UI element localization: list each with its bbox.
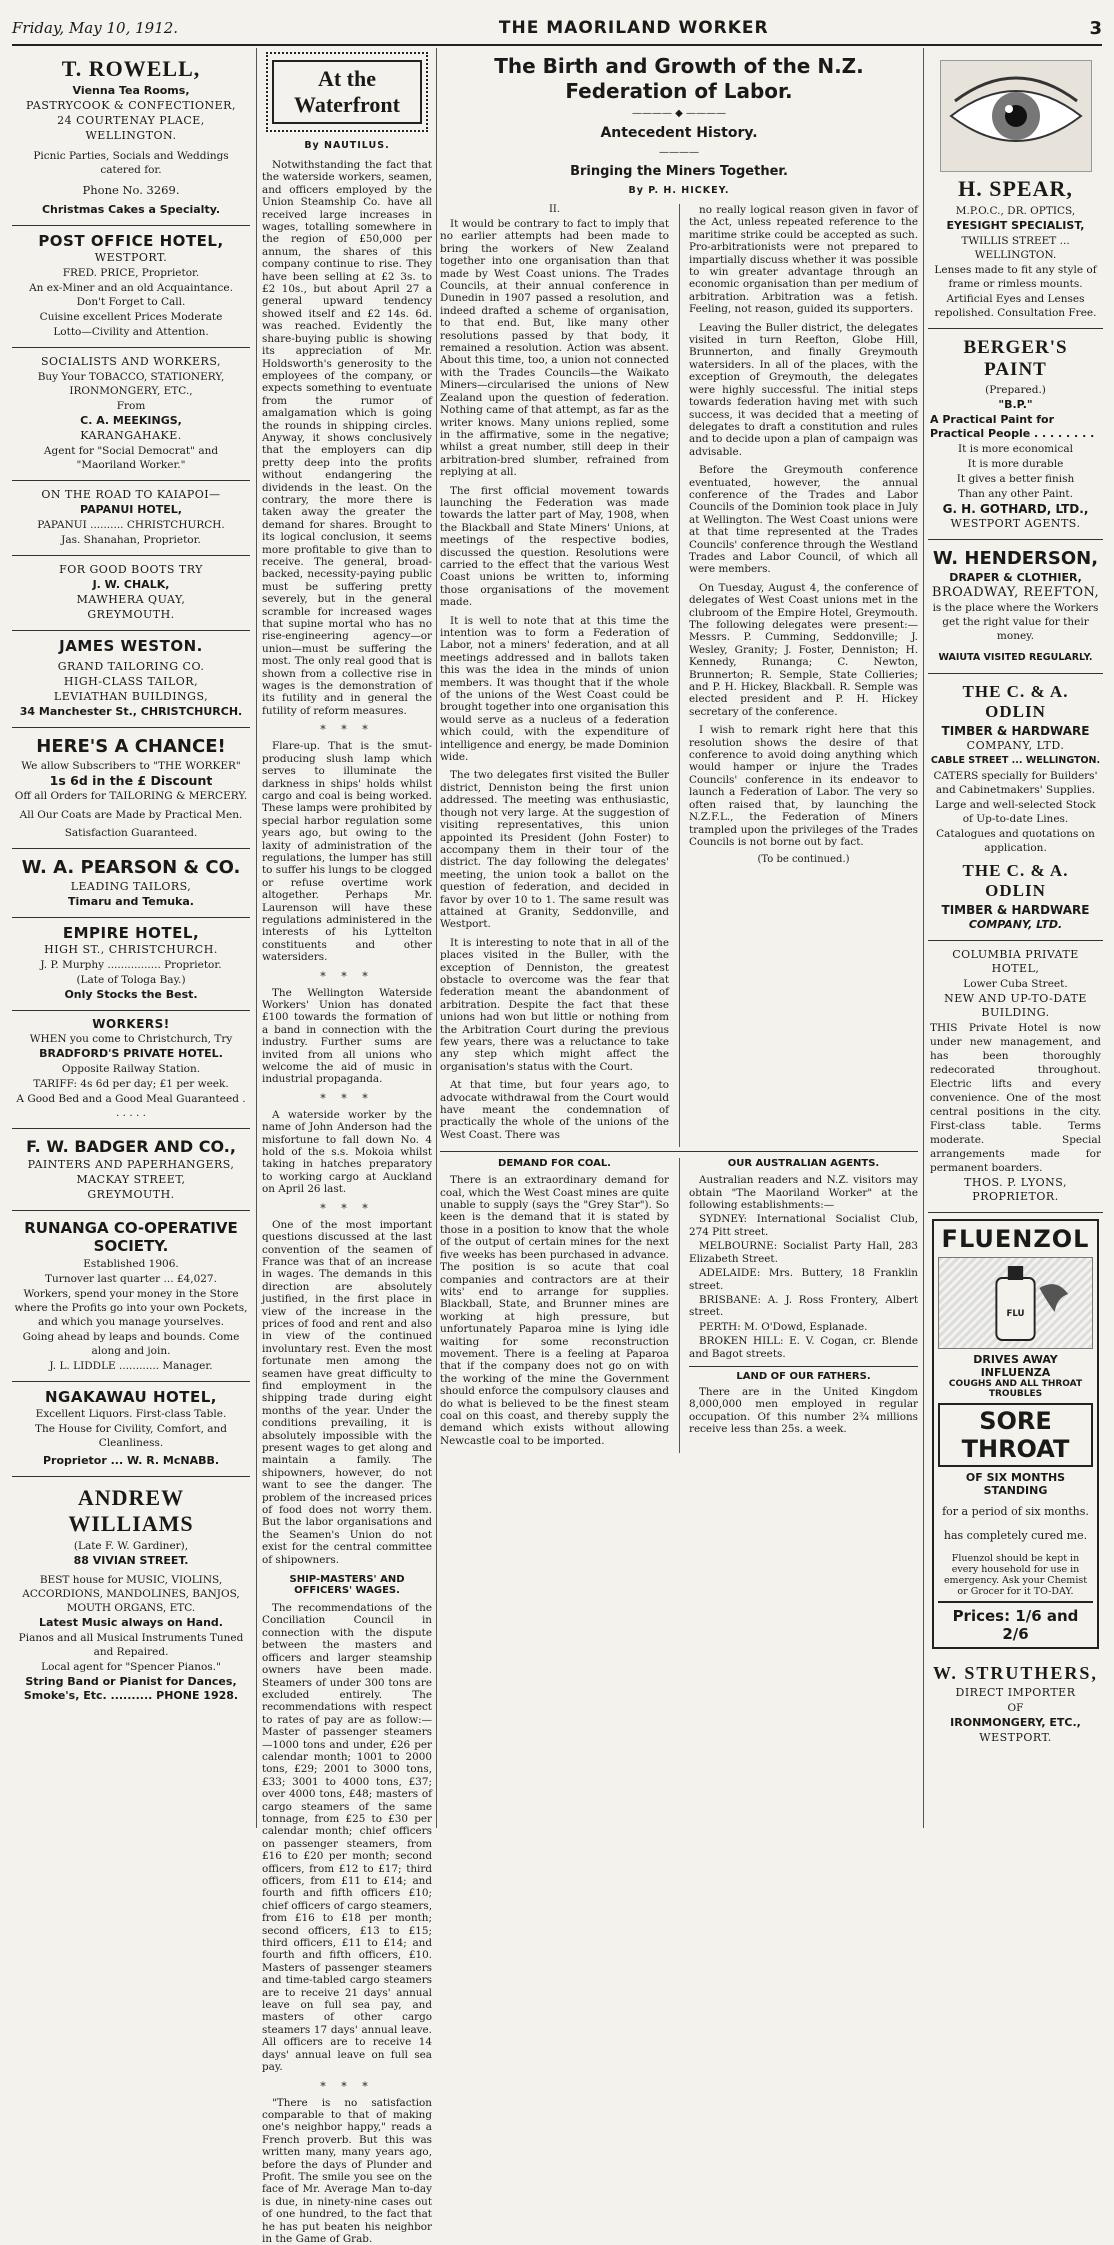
ads-column-right: [928, 48, 1103, 1828]
ad-line: WESTPORT.: [930, 1731, 1101, 1745]
ad-line: Christmas Cakes a Specialty.: [14, 203, 248, 217]
page-number: 3: [1089, 18, 1102, 39]
ad-line: Pianos and all Musical Instruments Tuned and Repaired.: [14, 1631, 248, 1659]
agent-entry: ADELAIDE: Mrs. Buttery, 18 Franklin street.: [689, 1267, 918, 1292]
ad-post-office-hotel: [12, 226, 250, 348]
article-two-columns: [440, 204, 918, 1147]
ad-heading: H. SPEAR,: [930, 176, 1101, 202]
newspaper-title: THE MAORILAND WORKER: [499, 18, 769, 38]
article-paragraph: The recommendations of the Conciliation Council in connection with the dispute between the masters and officers and larger steamship owners have been made. Steamers of under 300 tons are excluded entirely. The recommendations with respect to rates of pay are as follow:—Master of passenger steamers—1000 tons and under, £26 per calendar month; 1001 to 2000 tons, £29; 2001 to 3000 tons, £33; 3001 to 4000 tons, £37; over 4000 tons, £48; masters of cargo steamers of the same tonnage, from £25 to £30 per calendar month; chief officers on passenger steamers, from £16 to £20 per month; second officers, from £12 to £17; third officers, from £11 to £14; and fourth and fifth officers £10; chief officers of cargo steamers, from £16 to £18 per month; second officers, £13 to £15; third officers, £11 to £14; and fourth and fifth officers, £10. Masters of passenger steamers and time-tabled cargo steamers are to receive 21 days' annual leave on full sea pay, and masters of other cargo steamers 17 days' annual leave. All officers are to receive 14 days' annual leave on full sea pay.: [262, 1602, 432, 2073]
ad-line: TIMBER & HARDWARE: [930, 724, 1101, 738]
section-divider: * * *: [262, 1092, 432, 1105]
article-paragraph: The first official movement towards launching the Federation was made towards the latter part of May, 1908, when the Blackball and State Miners' Unions, at meetings of the respective bodies, discussed the question. Resolutions were carried to the effect that the various West Coast unions be written to, informing those organisations of the movement made.: [440, 485, 669, 609]
ad-line: WAIUTA VISITED REGULARLY.: [930, 651, 1101, 665]
main-article: [440, 48, 918, 1828]
ad-line: Lenses made to fit any style of frame or rimless mounts.: [930, 263, 1101, 291]
eye-icon: [941, 61, 1091, 171]
agent-entry: BRISBANE: A. J. Ross Frontery, Albert street.: [689, 1294, 918, 1319]
article-paragraph: Flare-up. That is the smut-producing slush lamp which serves to illuminate the darkness in ships' holds whilst cargo and coal is being worked. These lamps were prohibited by special harbor regulation some years ago, but owing to the laxity of administration of the regulations, the lumper has still to suffer his lungs to be clogged or refuse overtime work altogether. Perhaps Mr. Laurenson will have these regulations administered in the interests of his Lyttelton constituents and other watersiders.: [262, 740, 432, 963]
bottle-icon: [939, 1258, 1092, 1348]
article-paragraph: "There is no satisfaction comparable to that of making one's neighbor happy," reads a French proverb. But this was written many, many years ago, before the days of Plunder and Profit. The smile you see on the face of Mr. Average Man to-day is due, in ninety-nine cases out of one hundred, to the fact that he has put beaten his neighbor in the Game of Grab.: [262, 2097, 432, 2245]
ad-line: Only Stocks the Best.: [14, 988, 248, 1002]
ad-line: OF SIX MONTHS STANDING: [938, 1471, 1093, 1497]
ad-heres-a-chance: [12, 728, 250, 849]
ad-line: From: [14, 399, 248, 413]
ad-james-weston: [12, 631, 250, 728]
subheading: LAND OF OUR FATHERS.: [689, 1371, 918, 1382]
ad-struthers: [928, 1655, 1103, 1753]
section-divider: * * *: [262, 970, 432, 983]
column-header: At the Waterfront: [272, 60, 422, 124]
ad-odlin: [928, 674, 1103, 941]
ad-line: SOCIALISTS AND WORKERS,: [14, 355, 248, 369]
ad-line: Opposite Railway Station.: [14, 1062, 248, 1076]
ad-line: PAPANUI HOTEL,: [14, 503, 248, 517]
column-divider: [436, 48, 437, 1828]
ad-pearson: [12, 849, 250, 918]
article-paragraph: It is well to note that at this time the intention was to form a Federation of Labor, not a miners' federation, and at all meetings addressed and in ballots taken this was the idea in the minds of union members. It was thought that if the whole of the unions of the West Coast could be brought together into one organisation this would serve as a nucleus of a federation which could, with the expenditure of intelligence and energy, be made Dominion wide.: [440, 615, 669, 764]
ad-line: J. W. CHALK,: [14, 578, 248, 592]
ad-line: Satisfaction Guaranteed.: [14, 826, 248, 840]
ad-ngakawau-hotel: [12, 1382, 250, 1477]
subheading: DEMAND FOR COAL.: [440, 1158, 669, 1169]
australian-agents: [679, 1158, 918, 1453]
agent-entry: SYDNEY: International Socialist Club, 274 Pitt street.: [689, 1213, 918, 1238]
ad-heading: EMPIRE HOTEL,: [14, 924, 248, 942]
ad-line: DIRECT IMPORTER: [930, 1686, 1101, 1700]
ad-line: A Good Bed and a Good Meal Guaranteed . . . . . .: [14, 1092, 248, 1120]
article-paragraph: On Tuesday, August 4, the conference of delegates of West Coast unions met in the clubroom of the Empire Hotel, Greymouth. The following delegates were present:—Messrs. P. Cumming, Seddonville; J. Wesley, Granity; J. Foster, Denniston; H. Kennedy, Runanga; C. Newton, Brunnerton; R. Semple, State Collieries; and P. H. Hickey, Blackball. R. Semple was elected president and P. H. Hickey secretary of the conference.: [689, 582, 918, 718]
ad-line: "B.P.": [930, 398, 1101, 412]
ad-heading: NGAKAWAU HOTEL,: [14, 1388, 248, 1406]
section-divider: * * *: [262, 723, 432, 736]
ad-line: Local agent for "Spencer Pianos.": [14, 1660, 248, 1674]
article-column-right: [679, 204, 918, 1147]
ad-line: MACKAY STREET,: [14, 1173, 248, 1187]
ad-line: GREYMOUTH.: [14, 608, 248, 622]
ad-line: Large and well-selected Stock of Up-to-date Lines.: [930, 798, 1101, 826]
headline-ornament: ———— ◆ ————: [440, 108, 918, 119]
article-headline: The Birth and Growth of the N.Z. Federation of Labor.: [440, 54, 918, 104]
ad-line: is the place where the Workers get the right value for their money.: [930, 601, 1101, 643]
column-byline: By NAUTILUS.: [262, 140, 432, 151]
ad-badger: [12, 1129, 250, 1211]
ad-line: WESTPORT AGENTS.: [930, 517, 1101, 531]
ad-heading: ANDREW WILLIAMS: [14, 1485, 248, 1537]
ad-line: EYESIGHT SPECIALIST,: [930, 219, 1101, 233]
ad-line: DRAPER & CLOTHIER,: [930, 571, 1101, 585]
ad-empire-hotel: [12, 918, 250, 1011]
ad-line: Than any other Paint.: [930, 487, 1101, 501]
ad-bradfords-hotel: [12, 1011, 250, 1129]
waterfront-column: [262, 48, 432, 1828]
ad-line: Agent for "Social Democrat" and "Maoriland Worker.": [14, 444, 248, 472]
ad-line: TWILLIS STREET ... WELLINGTON.: [930, 234, 1101, 262]
ad-line: COMPANY, LTD.: [930, 739, 1101, 753]
agent-entry: PERTH: M. O'Dowd, Esplanade.: [689, 1321, 918, 1333]
ad-heading: WORKERS!: [14, 1017, 248, 1031]
article-paragraph: There are in the United Kingdom 8,000,000 men employed in regular occupation. Of this number 2¾ millions receive less than 25s. a week.: [689, 1386, 918, 1436]
article-paragraph: One of the most important questions discussed at the last convention of the seamen of France was that of an increase in wages. The demands in this direction are absolutely justified, in the first place in view of the increase in the prices of food and rent and also in view of the continued involuntary rest. Even the most fortunate men among the seamen have great difficulty to find employment in the shipping trade during eight months of the year. Under the conditions prevailing, it is absolutely impossible with the present wages to get along and maintain a family. The shipowners, however, do not want to see the danger. The problem of the increased prices of food does not worry them. But the labor organisations and the Seamen's Union do not exist for the central committee of shipowners.: [262, 1219, 432, 1566]
ad-line: IRONMONGERY, ETC.,: [930, 1716, 1101, 1730]
article-subheading: Bringing the Miners Together.: [440, 164, 918, 179]
ad-line: (Late F. W. Gardiner),: [14, 1539, 248, 1553]
ad-line: THOS. P. LYONS, PROPRIETOR.: [930, 1176, 1101, 1204]
ad-henderson: [928, 540, 1103, 674]
article-paragraph: Before the Greymouth conference eventuated, however, the annual conference of the Trades and Labor Councils of the Dominion took place in July at Wellington. The West Coast unions were at that time represented at the Trades Councils' conference through the Westland Trades and Labor Council, of which all were members.: [689, 464, 918, 576]
ad-line: An ex-Miner and an old Acquaintance. Don't Forget to Call.: [14, 281, 248, 309]
ad-line: PASTRYCOOK & CONFECTIONER,: [14, 99, 248, 113]
ad-line: MAWHERA QUAY,: [14, 593, 248, 607]
ad-line: HIGH-CLASS TAILOR,: [14, 675, 248, 689]
ad-line: Timaru and Temuka.: [14, 895, 248, 909]
ad-line: Jas. Shanahan, Proprietor.: [14, 533, 248, 547]
ad-line: Fluenzol should be kept in every household for use in emergency. Ask your Chemist or Grocer for it TO-DAY.: [938, 1553, 1093, 1597]
issue-date: Friday, May 10, 1912.: [12, 19, 178, 37]
ad-rowell: [12, 48, 250, 226]
ad-line: KARANGAHAKE.: [14, 429, 248, 443]
fluenzol-illustration: [938, 1257, 1093, 1349]
ad-line: WESTPORT.: [14, 251, 248, 265]
ad-fluenzol: [932, 1219, 1099, 1649]
subheading: OUR AUSTRALIAN AGENTS.: [689, 1158, 918, 1169]
ad-chalk-boots: [12, 556, 250, 631]
ad-line: 24 COURTENAY PLACE,: [14, 114, 248, 128]
ad-line: PAPANUI .......... CHRISTCHURCH.: [14, 518, 248, 532]
ad-line: DRIVES AWAY INFLUENZA: [938, 1353, 1093, 1379]
ad-heading: F. W. BADGER AND CO.,: [14, 1137, 248, 1156]
ad-line: Catalogues and quotations on application.: [930, 827, 1101, 855]
ad-heading: BERGER'S PAINT: [930, 337, 1101, 381]
ad-line: BEST house for MUSIC, VIOLINS, ACCORDIONS, MANDOLINES, BANJOS, MOUTH ORGANS, ETC.: [14, 1573, 248, 1615]
ad-line: Going ahead by leaps and bounds. Come along and join.: [14, 1330, 248, 1358]
subheading: SHIP-MASTERS' AND OFFICERS' WAGES.: [262, 1574, 432, 1596]
ad-heading: RUNANGA CO-OPERATIVE SOCIETY.: [14, 1219, 248, 1255]
ad-line: Vienna Tea Rooms,: [14, 84, 248, 98]
ad-line: Lower Cuba Street.: [930, 977, 1101, 991]
ad-heading: T. ROWELL,: [14, 56, 248, 82]
ad-columbia-hotel: [928, 941, 1103, 1213]
ad-line: Excellent Liquors. First-class Table.: [14, 1407, 248, 1421]
ad-line: FOR GOOD BOOTS TRY: [14, 563, 248, 577]
lower-articles: [440, 1151, 918, 1453]
article-column-left: [440, 204, 669, 1147]
ad-heading: W. HENDERSON,: [930, 548, 1101, 569]
ad-line: (Late of Tologa Bay.): [14, 973, 248, 987]
ad-line: Lotto—Civility and Attention.: [14, 325, 248, 339]
svg-text:FLU: FLU: [1006, 1309, 1024, 1319]
ad-heading: JAMES WESTON.: [14, 637, 248, 655]
article-paragraph: Australian readers and N.Z. visitors may obtain "The Maoriland Worker" at the following establishments:—: [689, 1174, 918, 1211]
ad-line: Picnic Parties, Socials and Weddings catered for.: [14, 149, 248, 177]
ad-line: Turnover last quarter ... £4,027.: [14, 1272, 248, 1286]
ad-line: 1s 6d in the £ Discount: [14, 774, 248, 788]
headline-ornament: ————: [440, 147, 918, 158]
article-paragraph: There is an extraordinary demand for coal, which the West Coast mines are quite unable to supply (says the "Grey Star"). So keen is the demand that it is stated by those in a position to know that the whole of the output of certain mines for the next five weeks has been purchased in advance. The position is so acute that coal companies and contractors are at their wits' end to arrange for supplies. Blackball, State, and Brunner mines are working at high pressure, but unfortunately Paparoa mine is lying idle waiting for some reconstruction movement. There is a feeling at Paparoa that if the company does not go on with the working of the mine the Government should enforce the compulsory clauses and do what is believed to be the finest steam coal on this coast, and thereby supply the demand which exists without allowing Newcastle coal to be imported.: [440, 1174, 669, 1447]
article-paragraph: It would be contrary to fact to imply that no earlier attempts had been made to bring the workers of New Zealand together into one organisation than that made by West Coast unions. The Trades Councils, at their annual conference in Dunedin in 1907 passed a resolution, and indeed drafted a scheme of organisation, to that end. But, like many other resolutions passed by that body, it remained a resolution. Action was absent. About this time, too, a union not connected with the Trades Councils—the Waikato Miners—circularised the unions of New Zealand upon the question of federation. Nothing came of that attempt, as far as the writer knows. Many unions replied, some in the affirmative, some in the negative; whilst a great number, still deep in their arbitration-bred slumber, refrained from replying at all.: [440, 218, 669, 479]
ad-line: J. P. Murphy ................ Proprietor.: [14, 958, 248, 972]
article-paragraph: I wish to remark right here that this resolution shows the desire of that conference to avoid doing anything which would hamper or injure the Trades Councils' conference in its endeavor to launch a Federation of Labor. The very so often raised that, by launching the N.Z.F.L., the Federation of Miners trampled upon the privileges of the Trades Councils is not borne out by fact.: [689, 724, 918, 848]
demand-for-coal: [440, 1158, 669, 1453]
ad-line: THIS Private Hotel is now under new management, and has been thoroughly redecorated throughout. Electric lifts and every convenience. One of the most central positions in the city. First-class table. Terms moderate. Special arrangements made for permanent boarders.: [930, 1021, 1101, 1175]
agent-entry: BROKEN HILL: E. V. Cogan, cr. Blende and Bagot streets.: [689, 1335, 918, 1360]
ad-line: 88 VIVIAN STREET.: [14, 1554, 248, 1568]
ad-andrew-williams: [12, 1477, 250, 1711]
ad-line: has completely cured me.: [938, 1529, 1093, 1542]
ad-heading: THE C. & A. ODLIN: [930, 682, 1101, 722]
ad-line: GREYMOUTH.: [14, 1188, 248, 1202]
continued-note: (To be continued.): [689, 854, 918, 865]
ad-meekings: [12, 348, 250, 481]
article-paragraph: Notwithstanding the fact that the waterside workers, seamen, and officers employed by the Union Steamship Co. have all received large increases in wages, totalling somewhere in the region of £50,000 per annum, the shares of this company continue to rise. They have been selling at £2 3s. to £2 10s., but about April 27 a general upward tendency showed itself and £2 14s. 6d. was reached. Evidently the share-buying public is showing its appreciation of Mr. Holdsworth's generosity to the employees of the company, or expects something to eventuate from the rumor of amalgamation which is going the rounds in shipping circles. Anyway, it shows conclusively that the employers can dip pretty deep into the profits without endangering the dividends in the least. On the contrary, the more there is taken away the greater the demand for shares. Brought to its logical conclusion, it seems more profitable to give than to receive. The general, broad-backed, necessity-paying public must be suffering pretty severely, but in the general scramble for increased wages that supine mortal who has no rise-engineering agency—or union—must be suffering the most. The only real good that is shown from a collective rise in wages is the demonstration of its futility and in general the futility of reform measures.: [262, 159, 432, 717]
ad-line: FRED. PRICE, Proprietor.: [14, 266, 248, 280]
masthead: [12, 12, 1102, 46]
article-paragraph: Leaving the Buller district, the delegates visited in turn Reefton, Globe Hill, Brunnerton, and finally Greymouth watersiders. In all of the places, with the exception of Greymouth, the delegates were highly successful. The initial steps towards federation having met with such success, it was decided that a meeting of delegates to draft a constitution and rules and to decide upon a plan of campaign was advisable.: [689, 322, 918, 458]
ad-line: It is more durable: [930, 457, 1101, 471]
ad-line: GRAND TAILORING CO.: [14, 660, 248, 674]
ad-line: LEADING TAILORS,: [14, 880, 248, 894]
article-paragraph: At that time, but four years ago, to advocate withdrawal from the Court would have meant the condemnation of practically the whole of the unions of the West Coast. There was: [440, 1079, 669, 1141]
article-paragraph: The two delegates first visited the Buller district, Denniston being the first union addressed. The meeting was enthusiastic, though not very large. At the suggestion of visiting representatives, this union appointed its President (John Foster) to accompany them in their tour of the district. The day following the delegates' meeting, the union took a ballot on the question of federation, and decided in favor by over 10 to 1. The same result was attained at Granity, Seddonville, and Westport.: [440, 769, 669, 930]
ad-spear-optician: [928, 48, 1103, 329]
ad-line: The House for Civility, Comfort, and Cleanliness.: [14, 1422, 248, 1450]
ad-line: BROADWAY, REEFTON,: [930, 586, 1101, 600]
ad-line: Off all Orders for TAILORING & MERCERY.: [14, 789, 248, 803]
ad-line: for a period of six months.: [938, 1505, 1093, 1518]
section-number: II.: [440, 204, 669, 215]
eye-illustration: [940, 60, 1092, 172]
ad-line: LEVIATHAN BUILDINGS,: [14, 690, 248, 704]
ad-line: Phone No. 3269.: [14, 183, 248, 197]
ad-price: Prices: 1/6 and 2/6: [938, 1601, 1093, 1643]
ad-line: G. H. GOTHARD, LTD.,: [930, 502, 1101, 516]
section-divider: * * *: [262, 2080, 432, 2093]
ad-line: WELLINGTON.: [14, 129, 248, 143]
column-divider: [923, 48, 924, 1828]
ad-line: CATERS specially for Builders' and Cabinetmakers' Supplies.: [930, 769, 1101, 797]
ad-line: COLUMBIA PRIVATE HOTEL,: [930, 948, 1101, 976]
ad-line: WHEN you come to Christchurch, Try: [14, 1032, 248, 1046]
ad-line: OF: [930, 1701, 1101, 1715]
ad-line: TIMBER & HARDWARE: [930, 903, 1101, 917]
ad-heading: THE C. & A. ODLIN: [930, 861, 1101, 901]
ad-line: It is more economical: [930, 442, 1101, 456]
ad-heading: POST OFFICE HOTEL,: [14, 232, 248, 250]
ad-heading: SORE THROAT: [938, 1403, 1093, 1467]
ad-line: Cuisine excellent Prices Moderate: [14, 310, 248, 324]
ad-line: COMPANY, LTD.: [930, 918, 1101, 932]
ad-heading: HERE'S A CHANCE!: [14, 736, 248, 757]
ad-line: HIGH ST., CHRISTCHURCH.: [14, 943, 248, 957]
ad-line: Artificial Eyes and Lenses repolished. Consultation Free.: [930, 292, 1101, 320]
ad-line: String Band or Pianist for Dances, Smoke's, Etc. .......... PHONE 1928.: [14, 1675, 248, 1703]
article-byline: By P. H. HICKEY.: [440, 185, 918, 196]
ad-line: CABLE STREET ... WELLINGTON.: [930, 754, 1101, 768]
ad-line: Proprietor ... W. R. McNABB.: [14, 1454, 248, 1468]
ad-line: BRADFORD'S PRIVATE HOTEL.: [14, 1047, 248, 1061]
ad-line: NEW AND UP-TO-DATE BUILDING.: [930, 992, 1101, 1020]
ad-line: It gives a better finish: [930, 472, 1101, 486]
ad-line: We allow Subscribers to "THE WORKER": [14, 759, 248, 773]
column-divider: [256, 48, 257, 1828]
ad-line: All Our Coats are Made by Practical Men.: [14, 808, 248, 822]
ad-bergers-paint: [928, 329, 1103, 540]
ad-line: PAINTERS AND PAPERHANGERS,: [14, 1158, 248, 1172]
ad-line: Buy Your TOBACCO, STATIONERY, IRONMONGERY, ETC.,: [14, 370, 248, 398]
ad-papanui-hotel: [12, 481, 250, 556]
ad-line: A Practical Paint for Practical People . . . . . . . .: [930, 413, 1101, 441]
ad-line: 34 Manchester St., CHRISTCHURCH.: [14, 705, 248, 719]
ad-runanga-cooperative: [12, 1211, 250, 1382]
section-divider: * * *: [262, 1202, 432, 1215]
ad-line: Workers, spend your money in the Store where the Profits go into your own Pockets, and which you manage yourselves.: [14, 1287, 248, 1329]
ad-line: J. L. LIDDLE ............ Manager.: [14, 1359, 248, 1373]
ad-line: M.P.O.C., DR. OPTICS,: [930, 204, 1101, 218]
ad-line: Established 1906.: [14, 1257, 248, 1271]
agent-entry: MELBOURNE: Socialist Party Hall, 283 Elizabeth Street.: [689, 1240, 918, 1265]
ad-heading: W. A. PEARSON & CO.: [14, 857, 248, 878]
ad-line: COUGHS AND ALL THROAT TROUBLES: [938, 1379, 1093, 1399]
ads-column-left: [12, 48, 250, 1828]
waterfront-header-box: [266, 52, 428, 132]
article-paragraph: It is interesting to note that in all of the places visited in the Buller, with the exception of Denniston, the greatest obstacle to overcome was the fear that federation meant the abandonment of arbitration. Despite the fact that these unions had won but little or nothing from the Arbitration Court during the previous few years, there was a reluctance to take any step which might affect the organisation's status with the Court.: [440, 937, 669, 1073]
article-paragraph: no really logical reason given in favor of the Act, unless repeated reference to the maritime strike could be accepted as such. Pro-arbitrationists were not prepared to impartially discuss whether it was possible to win greater advantage through an economic organisation than per medium of arbitration. Arbitration was a fetish. Feeling, not reason, guided its supporters.: [689, 204, 918, 316]
ad-heading: FLUENZOL: [938, 1225, 1093, 1253]
ad-line: TARIFF: 4s 6d per day; £1 per week.: [14, 1077, 248, 1091]
article-paragraph: A waterside worker by the name of John Anderson had the misfortune to fall down No. 4 hold of the s.s. Mokoia whilst taking in hatches preparatory to working cargo at Auckland on April 26 last.: [262, 1109, 432, 1196]
ad-line: (Prepared.): [930, 383, 1101, 397]
ad-heading: W. STRUTHERS,: [930, 1663, 1101, 1684]
article-subheading: Antecedent History.: [440, 125, 918, 141]
article-paragraph: The Wellington Waterside Workers' Union has donated £100 towards the formation of a band in connection with the industry. Further sums are invited from all unions who welcome the aid of music in industrial propaganda.: [262, 987, 432, 1086]
ad-line: ON THE ROAD TO KAIAPOI—: [14, 488, 248, 502]
ad-line: C. A. MEEKINGS,: [14, 414, 248, 428]
ad-line: Latest Music always on Hand.: [14, 1616, 248, 1630]
